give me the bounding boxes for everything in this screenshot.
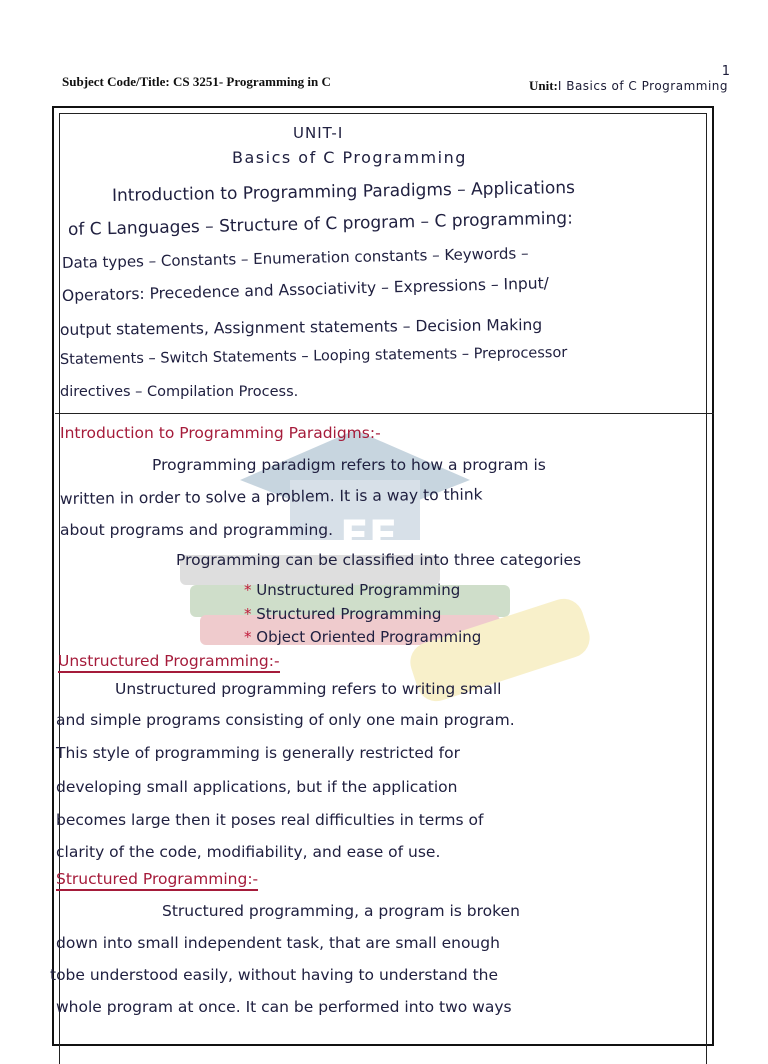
- unit-title-heading: Basics of C Programming: [232, 148, 467, 167]
- syllabus-line: of C Languages – Structure of C program – C programming:: [67, 208, 574, 240]
- paragraph-line: This style of programming is generally restricted for: [56, 744, 460, 762]
- paragraph-line: down into small independent task, that are small enough: [56, 934, 500, 952]
- category-label: Object Oriented Programming: [256, 628, 482, 646]
- subject-value: CS 3251- Programming in C: [172, 74, 331, 89]
- page-number: 1: [721, 64, 730, 79]
- paragraph-line: whole program at once. It can be performed into two ways: [56, 998, 512, 1016]
- section-heading-unstructured: Unstructured Programming:-: [58, 652, 280, 673]
- paragraph-line: becomes large then it poses real difficulties in terms of: [56, 811, 484, 829]
- paragraph-line: about programs and programming.: [60, 521, 334, 539]
- paragraph-line: clarity of the code, modifiability, and ease of use.: [56, 843, 441, 861]
- category-label: Unstructured Programming: [256, 581, 461, 599]
- bullet-asterisk-icon: *: [244, 628, 257, 646]
- unit-heading: UNIT-I: [293, 124, 344, 142]
- syllabus-line: Data types – Constants – Enumeration constants – Keywords –: [61, 244, 529, 272]
- paragraph-line: Programming can be classified into three categories: [176, 551, 582, 569]
- page-header: [60, 68, 728, 98]
- syllabus-line: Statements – Switch Statements – Looping statements – Preprocessor: [59, 344, 568, 368]
- subject-label: Subject Code/Title:: [62, 74, 170, 89]
- bullet-asterisk-icon: *: [244, 605, 257, 623]
- unit-label: Unit:: [528, 78, 558, 93]
- category-item: [244, 605, 441, 623]
- subject-title: [62, 74, 331, 90]
- paragraph-line: Programming paradigm refers to how a program is: [152, 456, 546, 474]
- paragraph-line: developing small applications, but if the application: [56, 778, 458, 796]
- unit-value: I Basics of C Programming: [557, 79, 728, 93]
- category-label: Structured Programming: [256, 605, 442, 623]
- paragraph-line: Structured programming, a program is broken: [162, 902, 520, 920]
- category-item: [244, 581, 460, 599]
- paragraph-line: and simple programs consisting of only one main program.: [56, 711, 515, 729]
- section-heading-structured: Structured Programming:-: [56, 870, 258, 891]
- syllabus-line: output statements, Assignment statements – Decision Making: [59, 315, 543, 339]
- paragraph-line: Unstructured programming refers to writing small: [115, 680, 502, 698]
- paragraph-line: tobe understood easily, without having to understand the: [50, 966, 499, 984]
- unit-title: [529, 78, 728, 94]
- syllabus-line: Introduction to Programming Paradigms – Applications: [111, 177, 576, 206]
- category-item: [244, 628, 481, 646]
- paragraph-line: written in order to solve a problem. It is a way to think: [59, 485, 483, 508]
- watermark-text: EE: [340, 511, 398, 560]
- syllabus-line: directives – Compilation Process.: [60, 384, 299, 400]
- section-heading-paradigms: Introduction to Programming Paradigms:-: [60, 424, 381, 442]
- syllabus-line: Operators: Precedence and Associativity – Expressions – Input/: [61, 274, 550, 305]
- bullet-asterisk-icon: *: [244, 581, 257, 599]
